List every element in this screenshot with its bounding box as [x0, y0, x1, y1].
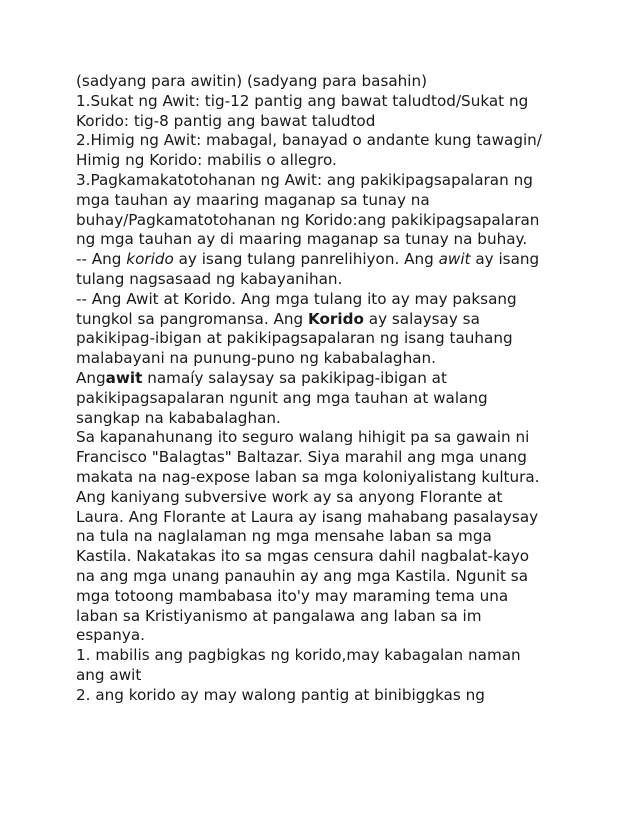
- text-segment: 2. ang korido ay may walong pantig at binibiggkas ng: [76, 685, 485, 704]
- text-line: [76, 547, 576, 567]
- text-line: [76, 488, 576, 508]
- text-line: [76, 666, 576, 686]
- text-segment: na tula na naglalaman ng mga mensahe laban sa mga: [76, 527, 492, 546]
- text-segment: Korido: tig-8 pantig ang bawat taludtod: [76, 111, 376, 130]
- text-segment: ay isang tulang panrelihiyon. Ang: [173, 250, 439, 269]
- text-segment: laban sa Kristiyanismo at pangalawa ang laban sa im: [76, 606, 482, 625]
- text-line: [76, 191, 576, 211]
- italic-term: awit: [438, 250, 471, 269]
- text-segment: Ang kaniyang subversive work ay sa anyong Florante at: [76, 487, 503, 506]
- text-segment: Laura. Ang Florante at Laura ay isang mahabang pasalaysay: [76, 507, 539, 526]
- text-segment: espanya.: [76, 626, 145, 645]
- text-line: [76, 409, 576, 429]
- text-segment: Francisco "Balagtas" Baltazar. Siya marahil ang mga unang: [76, 448, 527, 467]
- text-line: [76, 310, 576, 330]
- text-segment: Himig ng Korido: mabilis o allegro.: [76, 151, 337, 170]
- text-segment: makata na nag-expose laban sa mga koloniyalistang kultura.: [76, 467, 540, 486]
- text-line: [76, 290, 576, 310]
- text-segment: Sa kapanahunang ito seguro walang hihigit pa sa gawain ni: [76, 428, 530, 447]
- text-line: [76, 567, 576, 587]
- text-line: [76, 349, 576, 369]
- text-segment: pakikipagsapalaran ngunit ang mga tauhan at walang: [76, 388, 488, 407]
- text-segment: tungkol sa pangromansa. Ang: [76, 309, 308, 328]
- text-segment: na ang mga unang panauhin ay ang mga Kastila. Ngunit sa: [76, 566, 529, 585]
- text-line: [76, 626, 576, 646]
- text-line: [76, 151, 576, 171]
- text-segment: (sadyang para awitin) (sadyang para basahin): [76, 72, 428, 90]
- text-line: [76, 329, 576, 349]
- text-line: [76, 448, 576, 468]
- text-line: [76, 527, 576, 547]
- document-body-text: [76, 72, 576, 706]
- text-segment: Kastila. Nakatakas ito sa mgas censura dahil nagbalat-kayo: [76, 547, 530, 566]
- text-line: [76, 72, 576, 92]
- text-segment: ay salaysay sa: [363, 309, 480, 328]
- text-line: [76, 428, 576, 448]
- text-segment: sangkap na kababalaghan.: [76, 408, 281, 427]
- text-segment: buhay/Pagkamatotohanan ng Korido:ang pakikipagsapalaran: [76, 210, 540, 229]
- text-line: [76, 468, 576, 488]
- text-segment: 1.Sukat ng Awit: tig-12 pantig ang bawat taludtod/Sukat ng: [76, 91, 529, 110]
- text-segment: 3.Pagkamakatotohanan ng Awit: ang pakikipagsapalaran ng: [76, 170, 533, 189]
- text-line: [76, 171, 576, 191]
- text-line: [76, 211, 576, 231]
- text-segment: Ang: [76, 368, 106, 387]
- text-segment: mga tauhan ay maaring maganap sa tunay na: [76, 190, 430, 209]
- text-segment: ay isang: [470, 250, 540, 269]
- text-segment: mga totoong mambabasa ito'y may maraming tema una: [76, 586, 509, 605]
- text-segment: pakikipag-ibigan at pakikipagsapalaran ng isang tauhang: [76, 329, 513, 348]
- text-line: [76, 686, 576, 706]
- text-segment: -- Ang: [76, 250, 127, 269]
- text-line: [76, 230, 576, 250]
- text-line: [76, 607, 576, 627]
- bold-term: awit: [105, 368, 143, 387]
- italic-term: korido: [126, 250, 174, 269]
- text-line: [76, 587, 576, 607]
- text-segment: malabayani na punung-puno ng kababalaghan.: [76, 349, 436, 368]
- text-segment: 2.Himig ng Awit: mabagal, banayad o andante kung tawagin/: [76, 131, 542, 150]
- text-segment: 1. mabilis ang pagbigkas ng korido,may kabagalan naman: [76, 646, 521, 665]
- text-line: [76, 646, 576, 666]
- text-line: [76, 508, 576, 528]
- text-line: [76, 270, 576, 290]
- text-line: [76, 389, 576, 409]
- text-line: [76, 112, 576, 132]
- text-segment: namaíy salaysay sa pakikipag-ibigan at: [142, 368, 447, 387]
- text-segment: ng mga tauhan ay di maaring maganap sa tunay na buhay.: [76, 230, 528, 249]
- text-line: [76, 92, 576, 112]
- text-line: [76, 250, 576, 270]
- bold-term: Korido: [308, 309, 364, 328]
- text-line: [76, 369, 576, 389]
- text-segment: -- Ang Awit at Korido. Ang mga tulang ito ay may paksang: [76, 289, 517, 308]
- text-segment: tulang nagsasaad ng kabayanihan.: [76, 269, 343, 288]
- text-line: [76, 131, 576, 151]
- text-segment: ang awit: [76, 665, 142, 684]
